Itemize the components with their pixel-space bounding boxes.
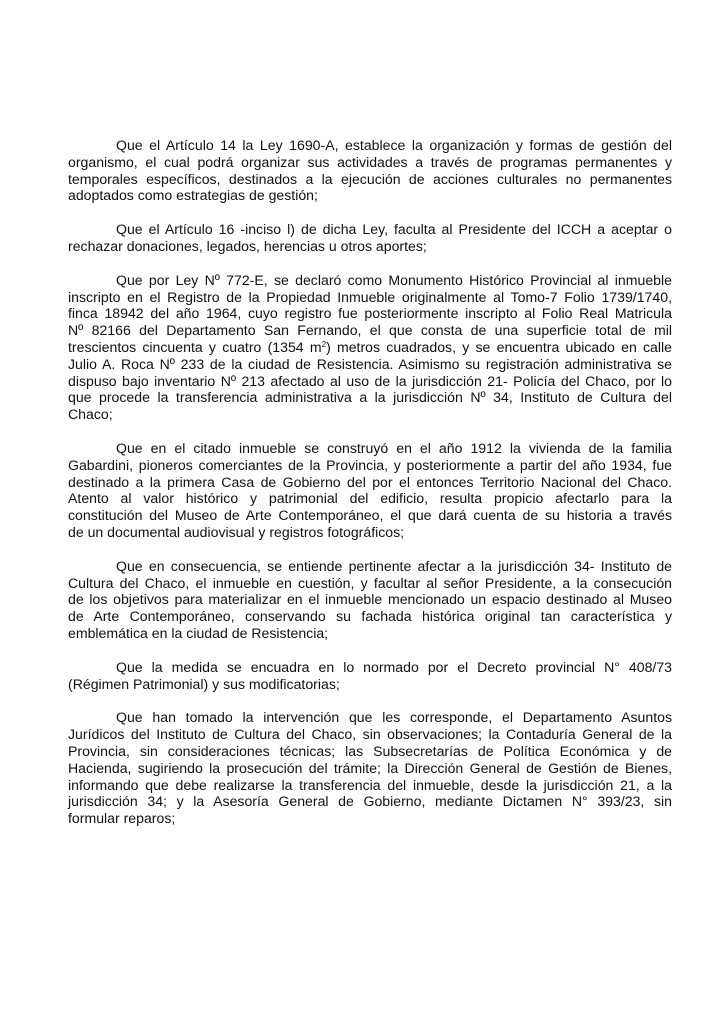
text-line: de Arte Contemporáneo, conservando su fachada histórica original tan característica y xyxy=(68,608,672,625)
text-fragment: trescientos cincuenta y cuatro (1354 m xyxy=(68,338,322,355)
paragraph-inmueble-historia xyxy=(68,440,672,541)
paragraph-articulo-14 xyxy=(68,137,672,204)
document-body xyxy=(68,137,672,844)
text-line: finca 18942 del año 1964, cuyo registro fue posteriormente inscripto al Folio Real Matricula xyxy=(68,305,672,322)
text-line-superficie xyxy=(68,339,672,356)
text-line: constitución del Museo de Arte Contemporáneo, el que dará cuenta de su historia a través xyxy=(68,507,672,524)
text-line: Jurídicos del Instituto de Cultura del Chaco, sin observaciones; la Contaduría General de la xyxy=(68,726,672,743)
text-line: Que la medida se encuadra en lo normado por el Decreto provincial N° 408/73 xyxy=(116,658,672,675)
text-line: Que por Ley Nº 772-E, se declaró como Monumento Histórico Provincial al inmueble xyxy=(116,271,672,288)
text-line: Que el Artículo 16 -inciso l) de dicha Ley, faculta al Presidente del ICCH a aceptar o xyxy=(116,221,672,238)
text-line: Que el Artículo 14 la Ley 1690-A, establece la organización y formas de gestión del xyxy=(116,137,672,153)
text-line: Cultura del Chaco, el inmueble en cuestión, y facultar al señor Presidente, a la consecución xyxy=(68,574,672,591)
paragraph-articulo-16 xyxy=(68,221,672,255)
text-line: Gabardini, pioneros comerciantes de la Provincia, y posteriormente a partir del año 1934, fue xyxy=(68,456,672,473)
superscript: 2 xyxy=(321,339,327,349)
text-line: de los objetivos para materializar en el inmueble mencionado un espacio destinado al Museo xyxy=(68,591,672,608)
text-line: Que en consecuencia, se entiende pertinente afectar a la jurisdicción 34- Instituto de xyxy=(116,557,672,574)
text-line: Que en el citado inmueble se construyó en el año 1912 la vivienda de la familia xyxy=(116,439,672,456)
text-line: destinado a la primera Casa de Gobierno del por el entonces Territorio Nacional del Chaco. xyxy=(68,473,672,490)
text-line: Provincia, sin consideraciones técnicas; las Subsecretarías de Política Económica y de xyxy=(68,742,672,759)
text-line: jurisdicción 34; y la Asesoría General de Gobierno, mediante Dictamen N° 393/23, sin xyxy=(68,793,672,810)
text-line: inscripto en el Registro de la Propiedad Inmueble originalmente al Tomo-7 Folio 1739/1740, xyxy=(68,288,672,305)
text-line: formular reparos; xyxy=(68,810,176,827)
paragraph-ley-772e xyxy=(68,272,672,423)
text-line: emblemática en la ciudad de Resistencia; xyxy=(68,624,329,641)
text-line: rechazar donaciones, legados, herencias u otros aportes; xyxy=(68,237,427,254)
text-fragment: ) metros cuadrados, y se encuentra ubicado en calle xyxy=(326,338,672,355)
text-line: dispuso bajo inventario Nº 213 afectado al uso de la jurisdicción 21- Policía del Chaco, por lo xyxy=(68,372,672,389)
text-line: informando que debe realizarse la transferencia del inmueble, desde la jurisdicción 21, a la xyxy=(68,776,672,793)
text-line: temporales específicos, destinados a la ejecución de acciones culturales no permanentes xyxy=(68,170,672,187)
text-line: de un documental audiovisual y registros fotográficos; xyxy=(68,523,405,540)
paragraph-consecuencia xyxy=(68,558,672,642)
text-line: organismo, el cual podrá organizar sus actividades a través de programas permanentes y xyxy=(68,153,672,170)
text-line: (Régimen Patrimonial) y sus modificatorias; xyxy=(68,675,340,692)
paragraph-decreto xyxy=(68,659,672,693)
text-line: Nº 82166 del Departamento San Fernando, el que consta de una superficie total de mil xyxy=(68,322,672,339)
text-line: Hacienda, sugiriendo la prosecución del trámite; la Dirección General de Gestión de Bienes, xyxy=(68,759,672,776)
text-line: adoptados como estrategias de gestión; xyxy=(68,187,318,204)
text-line: que procede la transferencia administrativa a la jurisdicción Nº 34, Instituto de Cultura del xyxy=(68,389,672,406)
paragraph-intervenciones xyxy=(68,709,672,827)
text-line: Que han tomado la intervención que les corresponde, el Departamento Asuntos xyxy=(116,709,672,726)
text-line: Chaco; xyxy=(68,406,113,423)
text-line: Atento al valor histórico y patrimonial del edificio, resulta propicio afectarlo para la xyxy=(68,490,672,507)
text-line: Julio A. Roca Nº 233 de la ciudad de Resistencia. Asimismo su registración administrativa se xyxy=(68,355,672,372)
